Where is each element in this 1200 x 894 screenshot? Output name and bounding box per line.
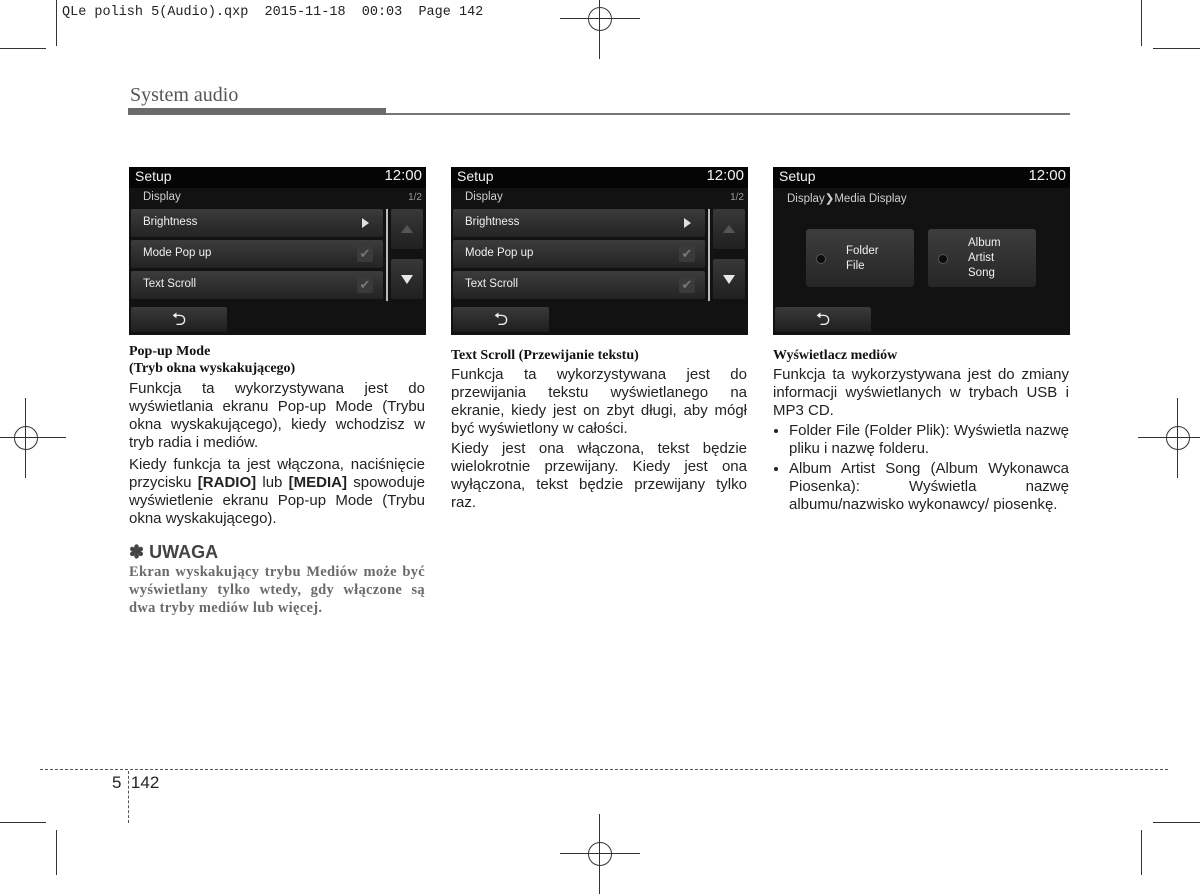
checkbox-check-icon[interactable]: ✔ (679, 277, 695, 293)
screen-subtitle: Display❯Media Display (787, 193, 907, 205)
menu-item-text-scroll[interactable] (131, 271, 383, 299)
option-label: Folder File (846, 245, 879, 272)
menu-item-label: Text Scroll (143, 278, 197, 290)
page-number (112, 773, 159, 793)
option-label: Album Artist Song (968, 237, 1001, 279)
menu-item-brightness[interactable] (453, 209, 705, 237)
crop-mark (1153, 48, 1200, 49)
chevron-right-icon (362, 218, 369, 228)
back-arrow-icon: ⮌ (493, 309, 509, 329)
arrow-up-icon (401, 225, 413, 233)
paragraph: Kiedy funkcja ta jest włączona, naciśnięcie przycisku [RADIO] lub [MEDIA] spowoduje wyświetlenie ekranu Pop-up Mode (Trybu okna wyskakującego). (129, 456, 425, 527)
screen-clock: 12:00 (384, 167, 422, 184)
radio-icon (816, 254, 826, 264)
registration-mark (1138, 398, 1200, 478)
paragraph: Funkcja ta wykorzystywana jest do wyświetlania ekranu Pop-up Mode (Trybu okna wyskakującego), kiedy wchodzisz w tryb radia i mediów. (129, 380, 425, 451)
header-bar (128, 108, 386, 115)
bullet-list (773, 422, 1069, 514)
menu-item-label: Mode Pop up (143, 247, 212, 259)
registration-mark (0, 398, 66, 478)
menu-item-label: Brightness (465, 216, 520, 228)
menu-item-label: Brightness (143, 216, 198, 228)
scroll-down-button[interactable] (391, 259, 423, 299)
back-arrow-icon: ⮌ (171, 309, 187, 329)
screen-header (129, 167, 426, 188)
screen-title: Setup (457, 168, 494, 184)
screen-page-indicator: 1/2 (408, 192, 422, 203)
list-item: • Album Artist Song (Album Wykonawca Piosenka): Wyświetla nazwę albumu/nazwisko wykonawcy/ piosenkę. (789, 460, 1069, 514)
back-button[interactable] (453, 307, 549, 332)
column-media-display (773, 347, 1069, 516)
crop-mark (1141, 830, 1142, 875)
button-ref-radio: [RADIO] (197, 474, 257, 491)
crop-mark (1141, 0, 1142, 46)
button-ref-media: [MEDIA] (288, 474, 347, 491)
section-heading: Wyświetlacz mediów (773, 348, 898, 363)
screen-media-display (773, 167, 1070, 335)
screen-clock: 12:00 (706, 167, 744, 184)
menu-item-label: Text Scroll (465, 278, 519, 290)
menu-item-mode-popup[interactable] (453, 240, 705, 268)
paragraph: Funkcja ta wykorzystywana jest do przewijania tekstu wyświetlanego na ekranie, kiedy jest on zbyt długi, aby mógł być wyświetlony w całości. (451, 366, 747, 437)
note-text: Ekran wyskakujący trybu Mediów może być wyświetlany tylko wtedy, gdy włączone są dwa tryby mediów lub więcej. (129, 564, 425, 616)
section-title: System audio (130, 84, 239, 106)
checkbox-check-icon[interactable]: ✔ (357, 277, 373, 293)
paragraph: Funkcja ta wykorzystywana jest do zmiany informacji wyświetlanych w trybach USB i MP3 CD. (773, 366, 1069, 419)
option-album-artist-song[interactable] (928, 229, 1036, 287)
menu-item-label: Mode Pop up (465, 247, 534, 259)
crop-mark (56, 830, 57, 875)
crop-mark (56, 0, 57, 46)
screen-title: Setup (779, 168, 816, 184)
screen-title: Setup (135, 168, 172, 184)
chevron-right-icon (684, 218, 691, 228)
screen-clock: 12:00 (1028, 167, 1066, 184)
note-heading: ✽ UWAGA (129, 542, 219, 562)
menu-item-brightness[interactable] (131, 209, 383, 237)
back-arrow-icon: ⮌ (815, 309, 831, 329)
screen-subtitle: Display (465, 191, 503, 203)
scrollbar[interactable] (708, 209, 710, 301)
paragraph: Kiedy jest ona włączona, tekst będzie wielokrotnie przewijany. Kiedy jest ona wyłączona, tekst będzie przewijany tylko raz. (451, 440, 747, 511)
list-item: • Folder File (Folder Plik): Wyświetla nazwę pliku i nazwę folderu. (789, 422, 1069, 458)
checkbox-check-icon[interactable]: ✔ (357, 246, 373, 262)
header-rule (386, 113, 1070, 115)
page-number-value: 142 (130, 773, 160, 792)
scroll-down-button[interactable] (713, 259, 745, 299)
radio-icon (938, 254, 948, 264)
crop-mark (0, 48, 46, 49)
screen-popup-mode (129, 167, 426, 335)
section-subheading: (Tryb okna wyskakującego) (129, 361, 296, 376)
registration-mark (560, 0, 640, 59)
crop-mark (1153, 822, 1200, 823)
scrollbar[interactable] (386, 209, 388, 301)
arrow-up-icon (723, 225, 735, 233)
option-folder-file[interactable] (806, 229, 914, 287)
footer-divider (40, 769, 1168, 770)
screen-header (451, 167, 748, 188)
scroll-up-button[interactable] (713, 209, 745, 249)
scroll-up-button[interactable] (391, 209, 423, 249)
checkbox-check-icon[interactable]: ✔ (679, 246, 695, 262)
print-file-info: QLe polish 5(Audio).qxp 2015-11-18 00:03 Page 142 (62, 5, 484, 20)
crop-mark (0, 822, 46, 823)
menu-item-mode-popup[interactable] (131, 240, 383, 268)
menu-item-text-scroll[interactable] (453, 271, 705, 299)
screen-subtitle: Display (143, 191, 181, 203)
registration-mark (560, 814, 640, 894)
screen-page-indicator: 1/2 (730, 192, 744, 203)
column-popup-mode (129, 343, 425, 617)
screen-header (773, 167, 1070, 188)
back-button[interactable] (131, 307, 227, 332)
arrow-down-icon (401, 275, 413, 284)
back-button[interactable] (775, 307, 871, 332)
section-heading: Text Scroll (Przewijanie tekstu) (451, 348, 639, 363)
screen-text-scroll (451, 167, 748, 335)
chapter-number: 5 (112, 773, 122, 792)
column-text-scroll (451, 347, 747, 512)
section-heading: Pop-up Mode (129, 344, 211, 359)
arrow-down-icon (723, 275, 735, 284)
